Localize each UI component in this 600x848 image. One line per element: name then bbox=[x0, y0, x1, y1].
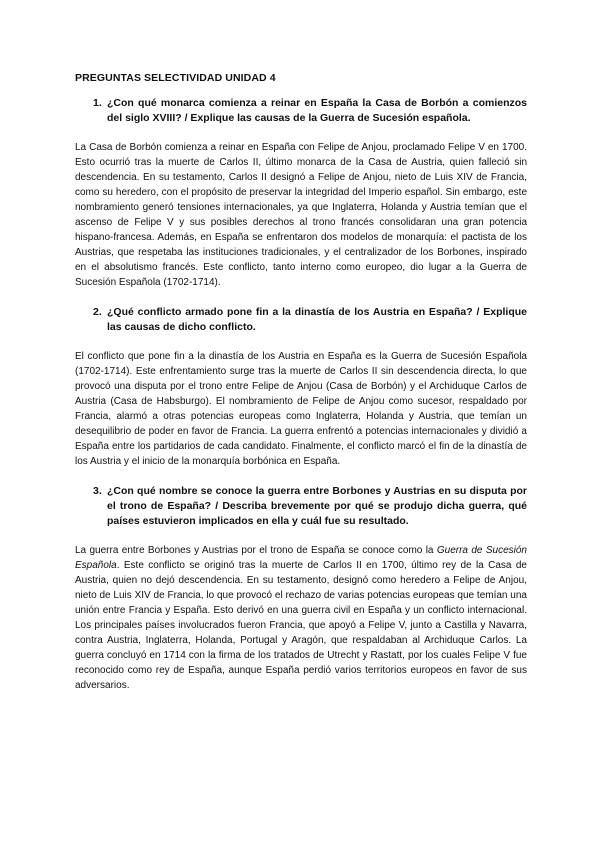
question-text: ¿Con qué nombre se conoce la guerra entre Borbones y Austrias en su disputa por el trono de España? / Describa brevemente por qué se produjo dicha guerra, qué países estuvieron implicados en ella y cuál fue su resultado. bbox=[107, 485, 527, 527]
answer-2: El conflicto que pone fin a la dinastía de los Austria en España es la Guerra de Sucesión Española (1702-1714). Este enfrentamiento surge tras la muerte de Carlos II sin descendencia directa, lo que provocó una disputa por el trono entre Felipe de Anjou (Casa de Borbón) y el Archiduque Carlos de Austria (Casa de Habsburgo). El nombramiento de Felipe de Anjou como sucesor, respaldado por Francia, alarmó a otras potencias europeas como Inglaterra, Holanda y Austria, que temían un desequilibrio de poder en favor de Francia. La guerra enfrentó a potencias internacionales y dividió a España entre los partidarios de cada candidato. Finalmente, el conflicto marcó el fin de la dinastía de los Austria y el inicio de la monarquía borbónica en España. bbox=[75, 351, 527, 467]
answer-text-start: La guerra entre Borbones y Austrias por el trono de España se conoce como la bbox=[75, 545, 437, 556]
answer-text-end: . Este conflicto se originó tras la muerte de Carlos II en 1700, último rey de la Casa de Austria, quien no dejó descendencia. En su testamento, designó como heredero a Felipe de Anjou, nieto de Luis XIV de Francia, lo que provocó el rechazo de varias potencias europeas que temían una unión entre Francia y España. Esto derivó en una guerra civil en España y un conflicto internacional. Los principales países involucrados fueron Francia, que apoyó a Felipe V, junto a Castilla y Navarra, contra Austria, Inglaterra, Holanda, Portugal y Aragón, que respaldaban al Archiduque Carlos. La guerra concluyó en 1714 con la firma de los tratados de Utrecht y Rastatt, por los cuales Felipe V fue reconocido como rey de España, aunque España perdió varios territorios europeos en favor de sus adversarios. bbox=[75, 560, 527, 691]
question-1 bbox=[93, 96, 527, 126]
question-2 bbox=[93, 305, 527, 335]
document-page bbox=[75, 72, 527, 708]
question-text: ¿Qué conflicto armado pone fin a la dinastía de los Austria en España? / Explique las causas de dicho conflicto. bbox=[107, 306, 527, 333]
war-name-italic: Guerra de Sucesión Española bbox=[75, 545, 527, 571]
question-number: 2. bbox=[93, 306, 102, 318]
document-title: PREGUNTAS SELECTIVIDAD UNIDAD 4 bbox=[75, 72, 276, 84]
question-3 bbox=[93, 484, 527, 529]
question-number: 3. bbox=[93, 485, 102, 497]
question-number: 1. bbox=[93, 97, 102, 109]
answer-3 bbox=[75, 543, 527, 693]
answer-1: La Casa de Borbón comienza a reinar en España con Felipe de Anjou, proclamado Felipe V en 1700. Esto ocurrió tras la muerte de Carlos II, último monarca de la Casa de Austria, quien falleció sin descendencia. En su testamento, Carlos II designó a Felipe de Anjou, nieto de Luis XIV de Francia, como su heredero, con el propósito de preservar la integridad del Imperio español. Sin embargo, este nombramiento generó tensiones internacionales, ya que Inglaterra, Holanda y Austria temían que el ascenso de Felipe V y sus posibles derechos al trono francés consolidaran una gran potencia hispano-francesa. Además, en España se enfrentaron dos modelos de monarquía: el pactista de los Austrias, que respetaba las instituciones tradicionales, y el centralizador de los Borbones, inspirado en el absolutismo francés. Este conflicto, tanto interno como europeo, dio lugar a la Guerra de Sucesión Española (1702-1714). bbox=[75, 142, 527, 288]
question-text: ¿Con qué monarca comienza a reinar en España la Casa de Borbón a comienzos del siglo XVIII? / Explique las causas de la Guerra de Sucesión española. bbox=[107, 97, 527, 124]
